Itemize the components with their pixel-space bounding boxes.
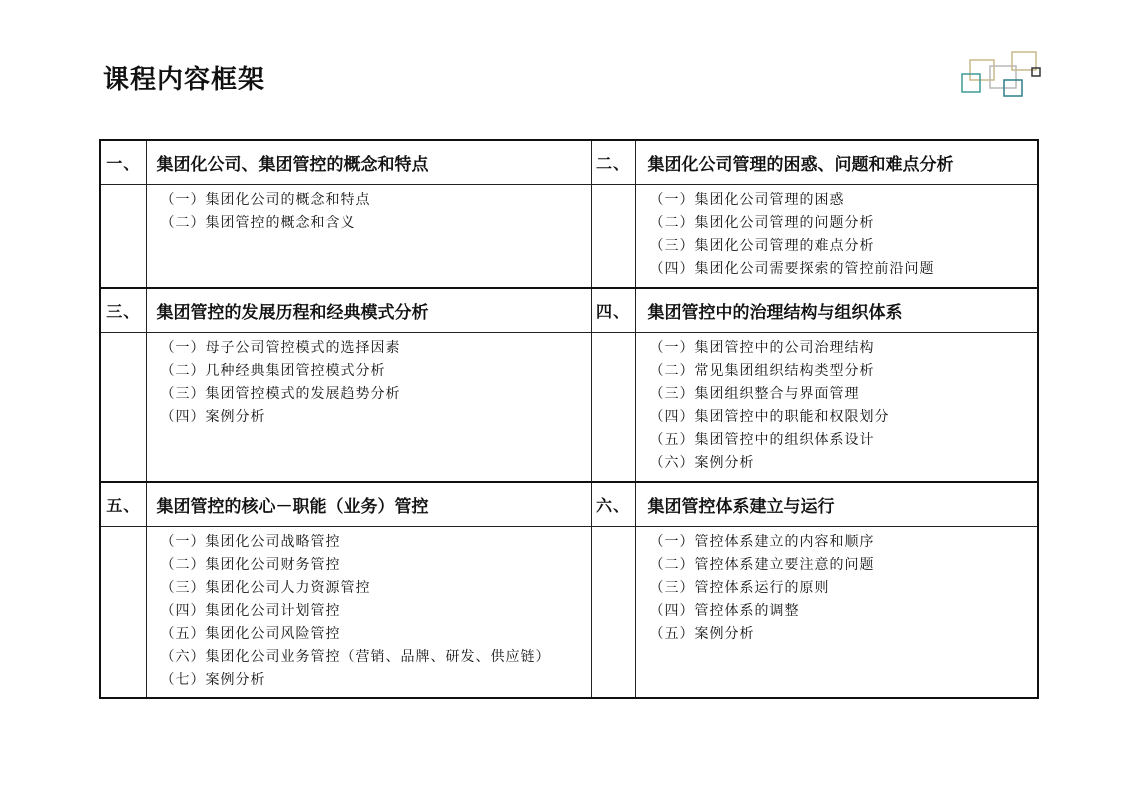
section-title: 集团管控中的治理结构与组织体系 (635, 288, 1038, 333)
list-item: （五）案例分析 (649, 626, 755, 642)
list-item: （三）管控体系运行的原则 (649, 580, 830, 596)
list-item: （六）集团化公司业务管控（营销、品牌、研发、供应链） (160, 649, 551, 665)
section-items-row (100, 333, 1038, 483)
section-header-row (100, 482, 1038, 527)
list-item: （三）集团管控模式的发展趋势分析 (160, 386, 401, 402)
section-number: 二、 (591, 140, 635, 185)
section-header-row (100, 140, 1038, 185)
section-number: 六、 (591, 482, 635, 527)
section-items (146, 333, 591, 483)
section-title: 集团管控的核心－职能（业务）管控 (146, 482, 591, 527)
section-title: 集团管控体系建立与运行 (635, 482, 1038, 527)
empty-cell (100, 333, 146, 483)
section-items (146, 185, 591, 289)
empty-cell (100, 527, 146, 699)
overlapping-squares-logo-icon (958, 50, 1044, 100)
section-title: 集团管控的发展历程和经典模式分析 (146, 288, 591, 333)
list-item: （四）案例分析 (160, 409, 266, 425)
list-item: （五）集团管控中的组织体系设计 (649, 432, 875, 448)
list-item: （二）常见集团组织结构类型分析 (649, 363, 875, 379)
section-number: 四、 (591, 288, 635, 333)
list-item: （三）集团化公司管理的难点分析 (649, 238, 875, 254)
list-item: （一）集团化公司管理的困惑 (649, 192, 845, 208)
list-item: （一）母子公司管控模式的选择因素 (160, 340, 401, 356)
list-item: （二）集团管控的概念和含义 (160, 215, 356, 231)
list-item: （一）管控体系建立的内容和顺序 (649, 534, 875, 550)
list-item: （二）集团化公司财务管控 (160, 557, 341, 573)
list-item: （四）集团管控中的职能和权限划分 (649, 409, 890, 425)
list-item: （一）集团管控中的公司治理结构 (649, 340, 875, 356)
section-items (635, 185, 1038, 289)
section-number: 三、 (100, 288, 146, 333)
list-item: （五）集团化公司风险管控 (160, 626, 341, 642)
list-item: （二）管控体系建立要注意的问题 (649, 557, 875, 573)
list-item: （三）集团组织整合与界面管理 (649, 386, 860, 402)
section-items-row (100, 527, 1038, 699)
empty-cell (591, 333, 635, 483)
section-number: 一、 (100, 140, 146, 185)
section-title: 集团化公司、集团管控的概念和特点 (146, 140, 591, 185)
list-item: （六）案例分析 (649, 455, 755, 471)
page-title: 课程内容框架 (103, 65, 266, 95)
section-number: 五、 (100, 482, 146, 527)
list-item: （一）集团化公司战略管控 (160, 534, 341, 550)
empty-cell (591, 185, 635, 289)
list-item: （二）几种经典集团管控模式分析 (160, 363, 386, 379)
section-items-row (100, 185, 1038, 289)
list-item: （三）集团化公司人力资源管控 (160, 580, 371, 596)
empty-cell (591, 527, 635, 699)
empty-cell (100, 185, 146, 289)
list-item: （二）集团化公司管理的问题分析 (649, 215, 875, 231)
list-item: （七）案例分析 (160, 672, 266, 688)
section-items (635, 333, 1038, 483)
list-item: （四）集团化公司需要探索的管控前沿问题 (649, 261, 935, 277)
section-items (146, 527, 591, 699)
section-title: 集团化公司管理的困惑、问题和难点分析 (635, 140, 1038, 185)
list-item: （一）集团化公司的概念和特点 (160, 192, 371, 208)
course-outline-table (99, 139, 1039, 699)
section-items (635, 527, 1038, 699)
list-item: （四）管控体系的调整 (649, 603, 800, 619)
list-item: （四）集团化公司计划管控 (160, 603, 341, 619)
section-header-row (100, 288, 1038, 333)
